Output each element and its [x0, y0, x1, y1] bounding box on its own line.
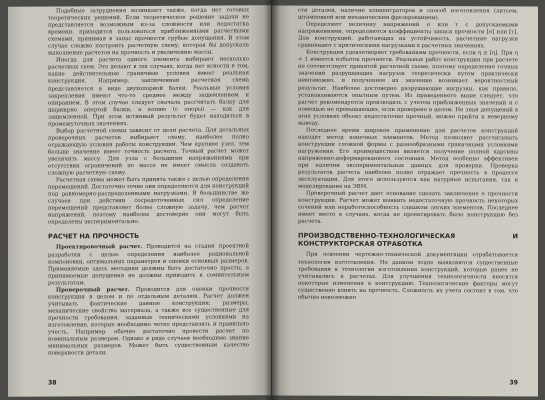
run-in-heading: Проектировочный расчет. [56, 244, 143, 251]
run-in-heading: Проверочный расчет. [56, 286, 130, 294]
paragraph: Выбор расчетной схемы зависит от цели расчета. Для детальных проверочных расчетов выбирают схему, наиболее полно отражающую условия работы конструкции. Чем крупнее узел, тем больше значение имеет точность расчета. Точный расчет может увеличить массу. Для узла с большими напряжениями при отсутствии ограничений по массе не имеет смысла создавать сложную расчетную схему. [48, 127, 249, 177]
page-number: 39 [509, 379, 518, 387]
paragraph [48, 286, 249, 358]
paragraph: сти деталей, наличие концентраторов и способ изготовления (литьем, штамповкой или механическим фрезерованием). [298, 7, 518, 22]
paragraph: Подобные затруднения возникают также, когда нет готовых теоретических решений. Если теоретическое решение задачи не представляется возможным из-за сложности или недостатка времени, приходится пользоваться приближенными расчетными схемами, принимая в запас прочности грубые допущения. В этом случае сложно построить расчетную схему, которая бы допускала выполнение расчетов на прочность и увеличению массы. [48, 7, 249, 57]
paragraph-text: Проводится для оценки прочности конструкции в целом и по отдельным деталям. Расчет должен учитывать фактические данные конструкции: размеры, механические свойства материала, а также все существенные для прочности требования, заданные техническими условиями на изготовление, которые необходимо четко представлять и правильно учесть. Например, обычно достаточно провести расчет по номинальным размерам. Однако в ряде случаев необходимо знание минимальных размеров. Может быть существенным качество поверхности детали. [48, 286, 249, 357]
left-page [8, 5, 271, 397]
paragraph: Иногда для расчета одного элемента выбирают несколько расчетных схем. Это делают в тех случаях, когда нет ясности в том, какие действительные граничные условия имеет реальная конструкция. Например, заключенная расчетная схема представляется в виде двухопорной балки. Реальные условия закрепления имеют что-то среднее между защемлением и опиранием. В этом случае следует сначала рассчитать балку для шарнирно опертой балки, а копию (с опоры) — как для защемленной. При этом истинный результат будет находиться в промежуточных значениях. [48, 56, 249, 128]
paragraph: Определяют величину напряжений σ или τ с допускаемыми напряжениями, определяются коэффициенты запаса прочности [σ] или [τ]. Для конструкций, работающих на устойчивость, расчетные нагрузки сравнивают с критическими нагрузками в расчетных значениях. [298, 21, 518, 50]
paragraph: Конструкция удовлетворяет требованиям прочности, если η ≥ [η]. При η < 1 имеется избыток прочности. Реальных работ конструкции при расчете не соответствует принятой расчетной схеме, поэтому определение точных значений разрушающих нагрузок теоретически путем практически невозможно, и полученное их значение возникает вероятностный результат. Наиболее достоверно разрушающие нагрузки, как правило, устанавливаются опытным путем. Из приведенного выше следует, что расчет рекомендуется производить с учетом приближенных значений и с помощью не превышающих, если проверено в целом. Не зная допущений в этих условиях объект недостаточно прочный, можно прийти к неверному выводу. [298, 49, 518, 127]
right-page [272, 6, 538, 397]
paragraph [48, 244, 249, 288]
section-heading: РАСЧЕТ НА ПРОЧНОСТЬ [48, 232, 140, 242]
paragraph: Расчетная схема может быть принята также с целью определения перемещений. Достаточно точно они определяются для конструкций под равномерно-распределенными нагрузками. В большинстве же случаев при действии сосредоточенных сил определение перемещений представляет более сложную задачу, чем расчет напряжений, поэтому наиболее достоверно они могут быть определены экспериментально. [48, 176, 249, 226]
paragraph: Проверочный расчет дает основание сделать заключение о прочности конструкции. Расчет может выявить недостаточную прочность некоторых сечений или неработоспособность слишком легких элементов. Последнее имеет место в случаях, когда не проектировать было конструкцию без расчета. [298, 190, 518, 226]
section-heading: ПРОИЗВОДСТВЕННО-ТЕХНОЛОГИЧЕСКАЯ И КОНСТРУКТОРСКАЯ ОТРАБОТКА [298, 232, 518, 249]
page-number: 38 [48, 379, 57, 387]
paragraph-text: Проводится на стадии проектной разработки с целью определения наиболее рациональной компоновки, оптимальных параметров и оценки основных размеров. Применяемые здесь методики должны быть достаточно просты, а принимаемые допущения не должны приводить к сомнительным результатам. [48, 243, 249, 287]
paragraph: При освоении чертежно-технической документации отрабатывается технология изготовления. Не данном этапе выявляются существенные требования к технологии изготовления конструкций, которые ранее не учитывались в расчетах. Для улучшения технологичности вносятся некоторые изменения в конструкцию. Технологические факторы могут существенно влиять на прочность. Сложность их учета состоит в том, что обычно невозможно [298, 252, 518, 301]
paragraph: Последнее время широкое применение для расчетов конструкций находит метод конечных элементов. Метод позволяет рассчитывать конструкции сложной формы с разнообразными граничными условиями нагружения. Его преимуществом является получение полной картины напряженно-деформированного состояния. Метод особенно эффективен при наличии экспериментальных данных для проверки. Проверка результатов расчета наиболее полно отражает прочность в процессе эксплуатации. Для этого используются как натурные испытания, так и моделирование на ЭВМ. [298, 127, 518, 191]
